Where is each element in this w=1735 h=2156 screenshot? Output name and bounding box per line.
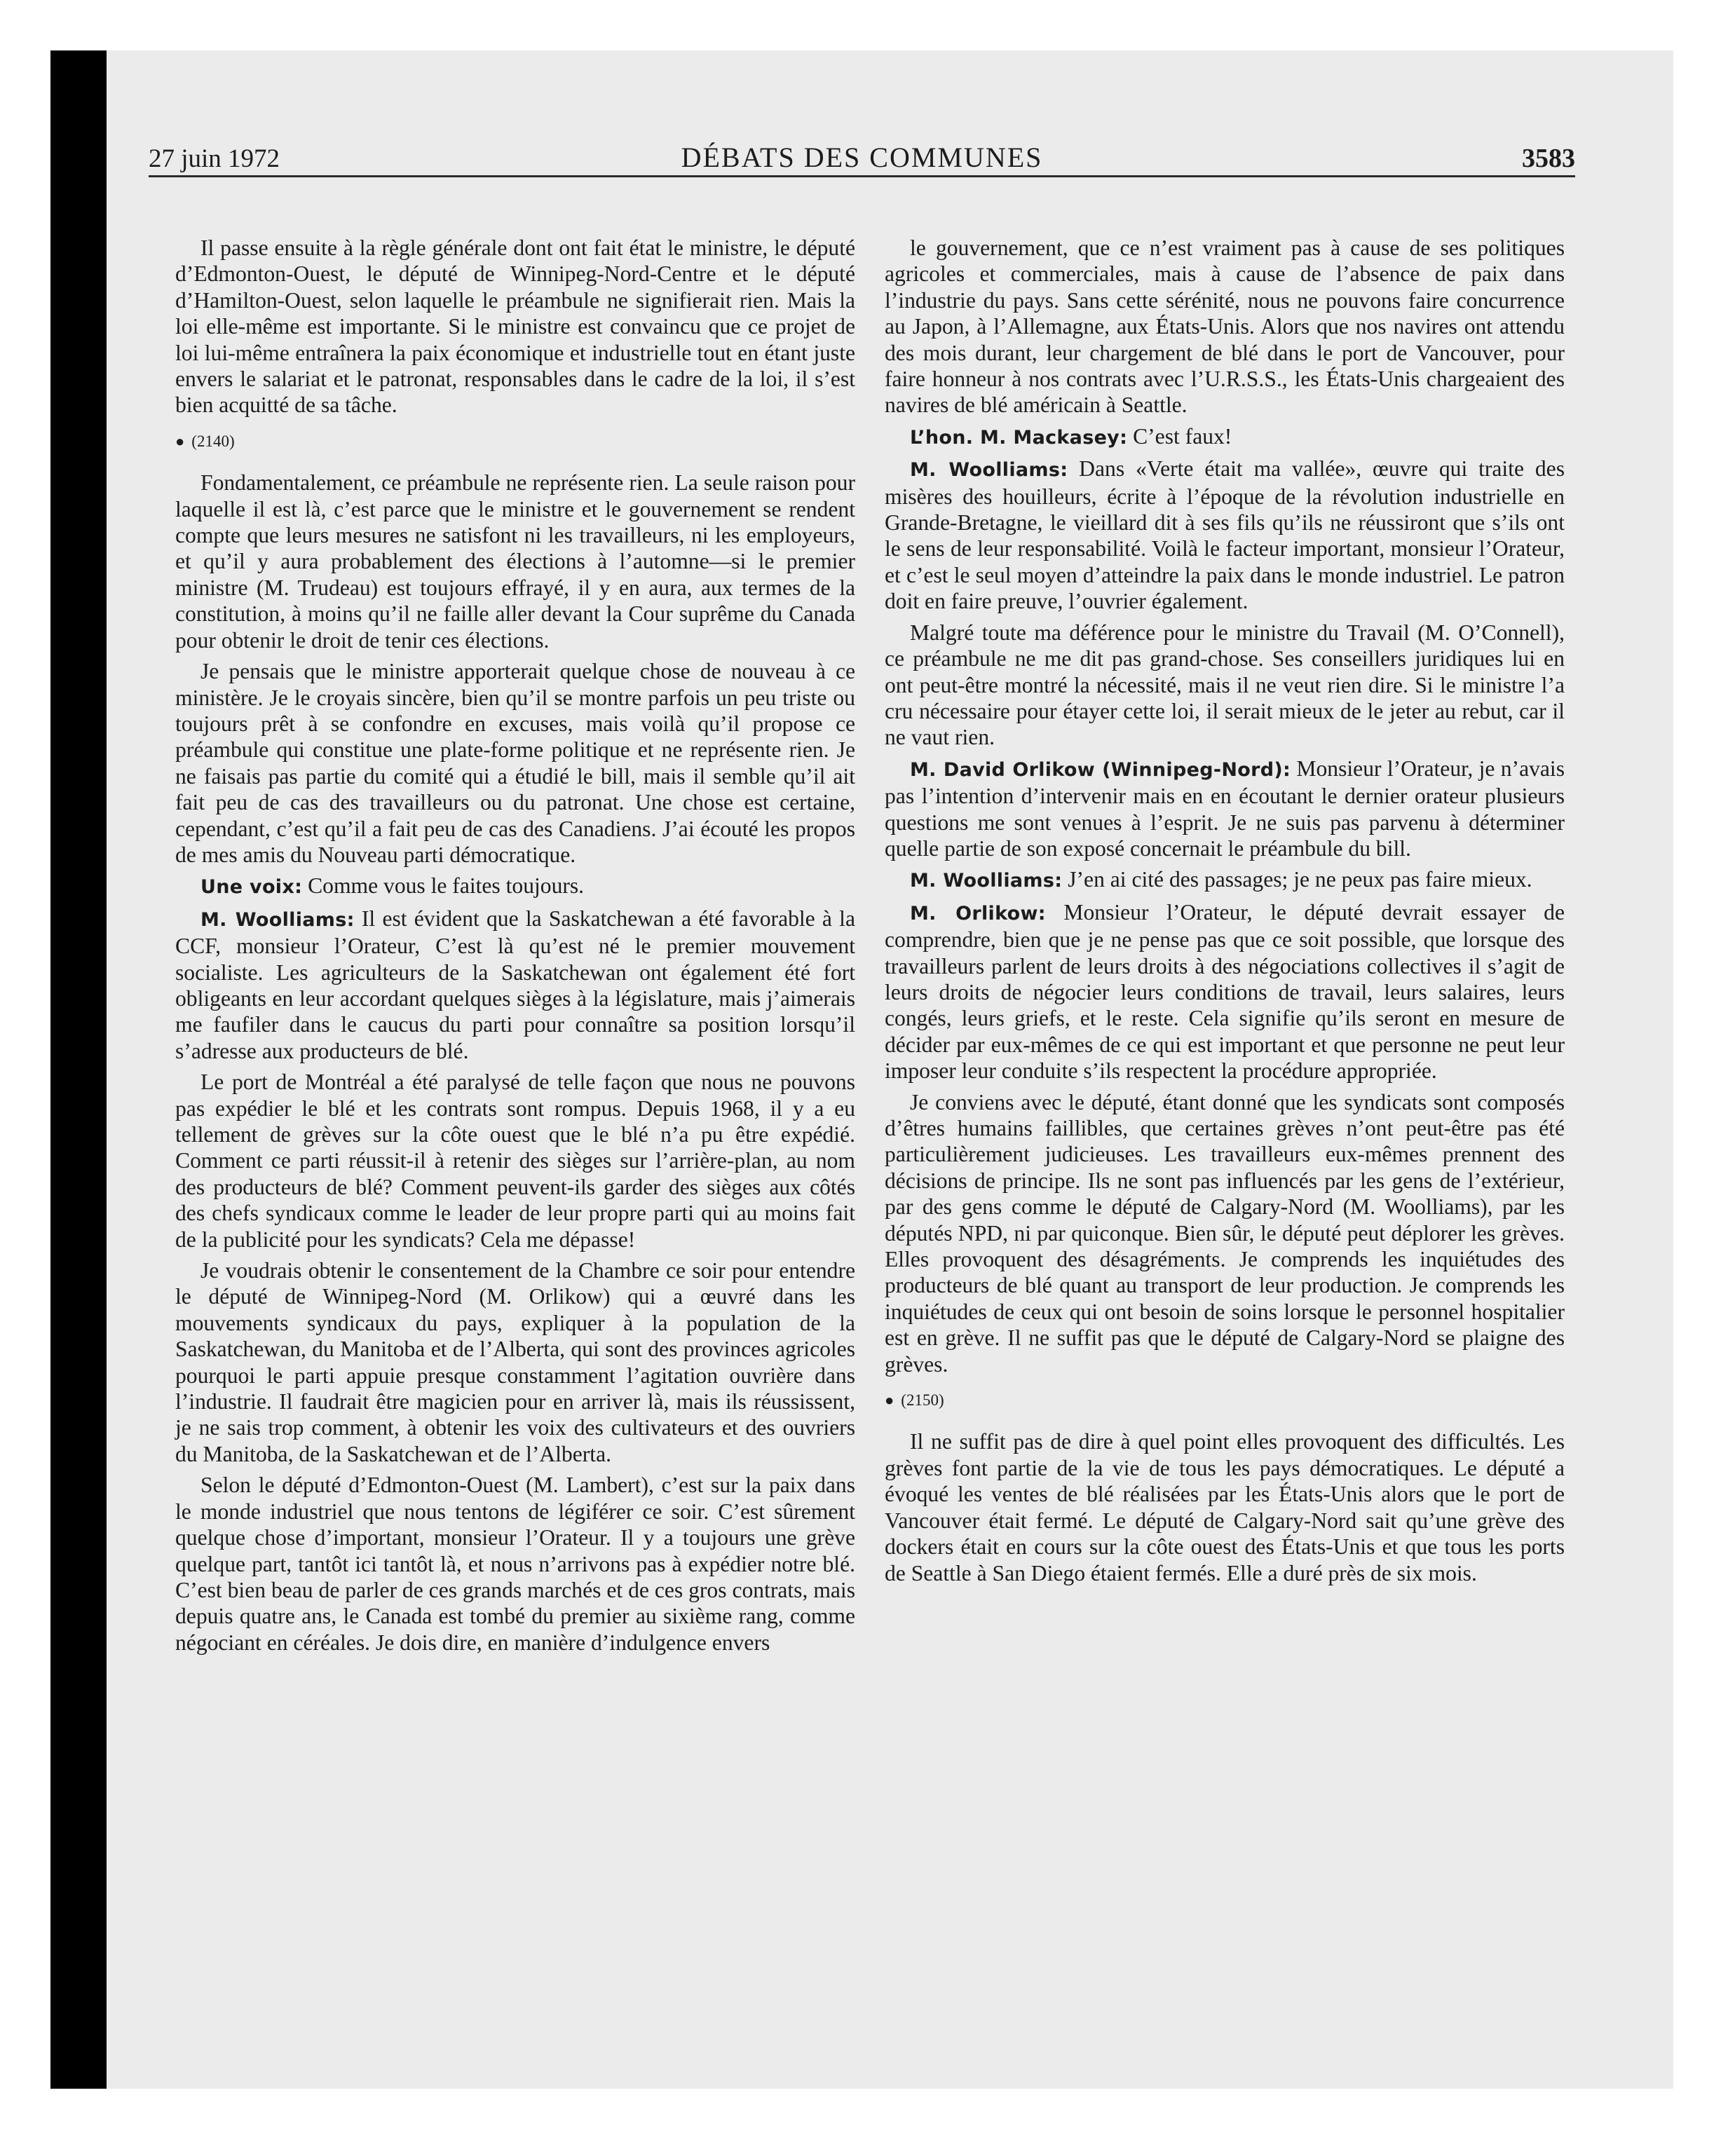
speech-paragraph	[885, 866, 1565, 894]
paragraph: Je voudrais obtenir le consentement de la Chambre ce soir pour entendre le député de Winnipeg-Nord (M. Orlikow) qui a œuvré dans les mouvements syndicaux du pays, expliquer à la population de la Saskatchewan, du Manitoba et de l’Alberta, qui sont des provinces agricoles pourquoi le parti appuie presque constamment l’agitation ouvrière dans l’industrie. Il faudrait être magicien pour en arriver là, mais ils réussissent, je ne sais trop comment, à obtenir les voix des cultivateurs et des ouvriers du Manitoba, de la Saskatchewan et de l’Alberta.	[175, 1258, 855, 1466]
page-header	[149, 142, 1575, 177]
speaker-name: M. David Orlikow (Winnipeg-Nord):	[910, 758, 1291, 781]
speaker-name: M. Woolliams:	[200, 908, 355, 931]
speaker-name: M. Orlikow:	[910, 902, 1046, 925]
speech-text: Dans «Verte était ma vallée», œuvre qui traite des misères des houilleurs, écrite à l’époque de la révolution industrielle en Grande-Bretagne, le vieillard dit à ses fils qu’ils ne réussiront que s’ils ont le sens de leur responsabilité. Voilà le facteur important, monsieur l’Orateur, et c’est le seul moyen d’atteindre la paix dans le monde industriel. Le patron doit en faire preuve, l’ouvrier également.	[885, 456, 1565, 614]
time-marker-label: (2150)	[901, 1391, 944, 1410]
speech-paragraph	[885, 899, 1565, 1084]
time-marker-label: (2140)	[191, 432, 235, 450]
right-column	[885, 235, 1565, 1591]
speech-paragraph	[885, 423, 1565, 451]
paragraph: Selon le député d’Edmonton-Ouest (M. Lambert), c’est sur la paix dans le monde industriel que nous tentons de légiférer ce soir. C’est sûrement quelque chose d’important, monsieur l’Orateur. Il y a toujours une grève quelque part, tantôt ici tantôt là, et nous n’arrivons pas à expédier notre blé. C’est bien beau de parler de ces grands marchés et de ces gros contrats, mais depuis quatre ans, le Canada est tombé du premier au sixième rang, comme négociant en céréales. Je dois dire, en manière d’indulgence envers	[175, 1473, 855, 1655]
speaker-name: Une voix:	[200, 876, 303, 899]
header-date: 27 juin 1972	[149, 144, 280, 173]
speech-text: Comme vous le faites toujours.	[302, 873, 585, 899]
speaker-name: L’hon. M. Mackasey:	[910, 426, 1128, 449]
speech-text: Monsieur l’Orateur, le député devrait essayer de comprendre, bien que je ne pense pas que ce soit possible, que lorsque des travailleurs parlent de leurs droits à des négociations collectives il s’agit de leurs droits de négocier leurs conditions de travail, leurs salaires, leurs congés, leurs griefs, et le reste. Cela signifie qu’ils seront en mesure de décider par eux-mêmes de ce qui est important et que personne ne peut leur imposer leur conduite s’ils respectent la procédure appropriée.	[885, 899, 1565, 1084]
bullet-icon: ●	[175, 432, 185, 450]
speech-text: C’est faux!	[1127, 423, 1232, 449]
paragraph: Je conviens avec le député, étant donné que les syndicats sont composés d’êtres humains faillibles, que certaines grèves n’ont peut-être pas été particulièrement judicieuses. Les travailleurs eux-mêmes prennent des décisions de principe. Ils ne sont pas influencés par les gens de l’extérieur, par des gens comme le député de Calgary-Nord (M. Woolliams), par les députés NPD, ni par quiconque. Bien sûr, le député peut déplorer les grèves. Elles provoquent des désagréments. Je comprends les inquiétudes des producteurs de blé quant au transport de leur production. Je comprends les inquiétudes de ceux qui ont besoin de soins lorsque le personnel hospitalier est en grève. Il ne suffit pas que le député de Calgary-Nord se plaigne des grèves.	[885, 1089, 1565, 1377]
speech-paragraph	[885, 756, 1565, 862]
bullet-icon: ●	[885, 1391, 894, 1410]
scan-border	[50, 50, 107, 2089]
paragraph: Je pensais que le ministre apporterait quelque chose de nouveau à ce ministère. Je le croyais sincère, bien qu’il se montre parfois un peu triste ou toujours prêt à se confondre en excuses, mais voilà qu’il propose ce préambule qui constitue une plate-forme politique et ne représente rien. Je ne faisais pas partie du comité qui a étudié le bill, mais il semble qu’il ait fait peu de cas des travailleurs ou du patronat. Une chose est certaine, cependant, c’est qu’il a fait peu de cas des Canadiens. J’ai écouté les propos de mes amis du Nouveau parti démocratique.	[175, 659, 855, 867]
paragraph: le gouvernement, que ce n’est vraiment pas à cause de ses politiques agricoles et commerciales, mais à cause de l’absence de paix dans l’industrie du pays. Sans cette sérénité, nous ne pouvons faire concurrence au Japon, à l’Allemagne, aux États-Unis. Alors que nos navires ont attendu des mois durant, leur chargement de blé dans le port de Vancouver, pour faire honneur à nos contrats avec l’U.R.S.S., les États-Unis chargeaient des navires de blé américain à Seattle.	[885, 236, 1565, 418]
speech-paragraph	[885, 456, 1565, 614]
paragraph: Fondamentalement, ce préambule ne représente rien. La seule raison pour laquelle il est là, c’est parce que le ministre et le gouvernement se rendent compte que leurs mesures ne satisfont ni les travailleurs, ni les employeurs, et qu’il y aura probablement des élections à l’automne—si le premier ministre (M. Trudeau) est toujours effrayé, il y en aura, aux termes de la constitution, à moins qu’il ne faille aller devant la Cour suprême du Canada pour obtenir le droit de tenir ces élections.	[175, 470, 855, 653]
speech-text: Monsieur l’Orateur, je n’avais pas l’intention d’intervenir mais en en écoutant le dernier orateur plusieurs questions me sont venues à l’esprit. Je ne suis pas parvenu à déterminer quelle partie de son exposé concernait le préambule du bill.	[885, 756, 1565, 861]
speech-text: J’en ai cité des passages; je ne peux pas faire mieux.	[1062, 867, 1532, 892]
paragraph: Malgré toute ma déférence pour le ministre du Travail (M. O’Connell), ce préambule ne me dit pas grand-chose. Ses conseillers juridiques lui en ont peut-être montré la nécessité, mais il ne veut rien dire. Si le ministre l’a cru nécessaire pour étayer cette loi, il serait mieux de le jeter au rebut, car il ne vaut rien.	[885, 620, 1565, 750]
paragraph: Le port de Montréal a été paralysé de telle façon que nous ne pouvons pas expédier le blé et les contrats sont rompus. Depuis 1968, il y a eu tellement de grèves sur la côte ouest que le blé n’a pu être expédié. Comment ce parti réussit-il à retenir des sièges sur l’arrière-plan, au nom des producteurs de blé? Comment peuvent-ils garder des sièges aux côtés des chefs syndicaux comme le leader de leur propre parti qui au moins fait de la publicité pour les syndicats? Cela me dépasse!	[175, 1070, 855, 1252]
speech-paragraph	[175, 873, 855, 900]
header-title: DÉBATS DES COMMUNES	[681, 142, 1043, 173]
time-marker	[885, 1387, 1565, 1413]
header-page-number: 3583	[1522, 144, 1575, 173]
speech-paragraph	[175, 906, 855, 1064]
left-column	[175, 235, 855, 1660]
time-marker	[175, 428, 855, 454]
speaker-name: M. Woolliams:	[910, 459, 1068, 482]
speech-text: Il est évident que la Saskatchewan a été favorable à la CCF, monsieur l’Orateur, C’est là qu’est né le premier mouvement socialiste. Les agriculteurs de la Saskatchewan ont également été fort obligeants en leur accordant quelques sièges à la législature, mais j’aimerais me faufiler dans le caucus du parti pour connaître sa position lorsqu’il s’adresse aux producteurs de blé.	[175, 906, 855, 1063]
speaker-name: M. Woolliams:	[910, 870, 1063, 892]
paragraph: Il ne suffit pas de dire à quel point elles provoquent des difficultés. Les grèves font partie de la vie de tous les pays démocratiques. Le député a évoqué les ventes de blé réalisées par les États-Unis alors que le port de Vancouver était fermé. Le député de Calgary-Nord sait qu’une grève des dockers était en cours sur la côte ouest des États-Unis et que tous les ports de Seattle à San Diego étaient fermés. Elle a duré près de six mois.	[885, 1429, 1565, 1585]
paragraph: Il passe ensuite à la règle générale dont ont fait état le ministre, le député d’Edmonton-Ouest, le député de Winnipeg-Nord-Centre et le député d’Hamilton-Ouest, selon laquelle le préambule ne signifierait rien. Mais la loi elle-même est importante. Si le ministre est convaincu que ce projet de loi lui-même entraînera la paix économique et industrielle tout en étant juste envers le salariat et le patronat, responsables dans le cadre de la loi, il s’est bien acquitté de sa tâche.	[175, 236, 855, 418]
